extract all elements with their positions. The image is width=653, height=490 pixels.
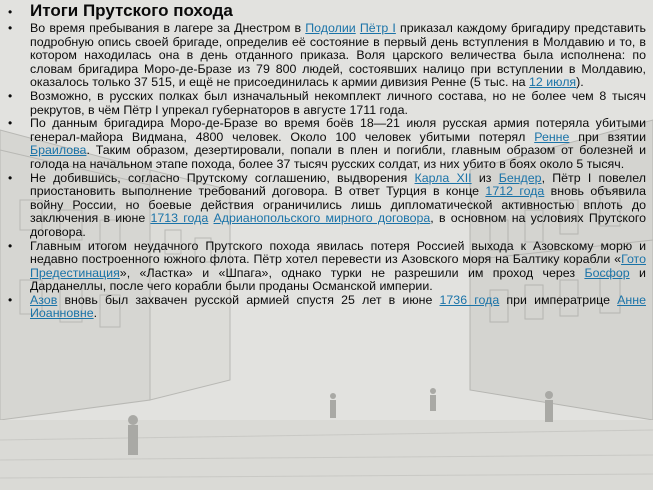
hyperlink[interactable]: 1736 года bbox=[439, 292, 500, 307]
bullet-marker: • bbox=[8, 21, 13, 35]
hyperlink[interactable]: 1713 года bbox=[150, 211, 209, 226]
text-run: ). bbox=[576, 75, 584, 90]
paragraph-text bbox=[30, 294, 646, 321]
text-run: приказал каждому бригадиру представить подробную опись своей бригаде, определив её состояние в первый день вступления в Молдавию и то, в котором находилась она в день отданного приказа. Воля царского величества была исполнена: по словам бригадира Моро-де-Бразе из 79 800 людей, состоявших налицо при вступлении в Молдавию, оказалось только 37 515, и ещё не присоединилась к армии дивизия Ренне (5 тыс. на bbox=[30, 21, 646, 90]
paragraph-text bbox=[30, 90, 646, 117]
hyperlink[interactable]: Браилова bbox=[30, 143, 87, 158]
paragraph-text bbox=[30, 117, 646, 171]
list-item bbox=[6, 172, 646, 240]
text-run: вновь был захвачен русской армией спустя 25 лет в июне bbox=[57, 292, 440, 307]
slide-content bbox=[6, 0, 646, 321]
slide-title-row bbox=[6, 0, 646, 22]
hyperlink[interactable]: Ренне bbox=[534, 129, 570, 144]
bullet-marker: • bbox=[8, 116, 13, 131]
text-run: при взятии bbox=[569, 129, 646, 144]
text-run: Главным итогом неудачного Прутского похода явилась потеря Россией выхода к Азовскому морю и недавно построенного южного флота. Пётр хотел перевести из Азовского моря на Балтику корабли « bbox=[30, 238, 646, 267]
paragraph-text bbox=[30, 22, 646, 90]
bullet-marker: • bbox=[8, 5, 13, 19]
hyperlink[interactable]: Подолии bbox=[305, 21, 356, 35]
hyperlink[interactable]: Адрианопольского мирного договора bbox=[213, 211, 431, 226]
list-item bbox=[6, 22, 646, 90]
text-run: . bbox=[93, 306, 98, 321]
hyperlink[interactable]: Босфор bbox=[584, 265, 630, 280]
paragraph-text bbox=[30, 240, 646, 294]
hyperlink[interactable]: Гото Предестинация bbox=[30, 252, 646, 280]
hyperlink[interactable]: 1712 года bbox=[485, 184, 545, 199]
text-run: », «Ластка» и «Шпага», однако турки не разрешили им проход через bbox=[119, 265, 585, 280]
bullet-list bbox=[6, 22, 646, 321]
text-run: и Дарданеллы, после чего корабли были проданы Османской империи. bbox=[30, 265, 646, 294]
hyperlink[interactable]: Карла XII bbox=[414, 170, 472, 185]
slide-title: Итоги Прутского похода bbox=[30, 1, 233, 20]
paragraph-text bbox=[30, 172, 646, 240]
hyperlink[interactable]: Азов bbox=[30, 292, 58, 307]
text-run: , в основном на условиях Прутского договора. bbox=[30, 211, 646, 239]
hyperlink[interactable]: 12 июля bbox=[529, 75, 577, 90]
text-run: из bbox=[471, 170, 499, 185]
hyperlink[interactable]: Анне Иоанновне bbox=[30, 292, 646, 321]
text-run: , Пётр I повелел приостановить выполнение требований договора. В ответ Турция в конце bbox=[30, 170, 646, 199]
hyperlink[interactable]: Пётр I bbox=[359, 21, 396, 35]
text-run: при императрице bbox=[499, 292, 618, 307]
bullet-marker: • bbox=[8, 170, 13, 185]
hyperlink[interactable]: Бендер bbox=[498, 170, 542, 185]
list-item bbox=[6, 90, 646, 117]
text-run: По данным бригадира Моро-де-Бразе во время боёв 18—21 июля русская армия потеряла убитыми генерал-майора Видмана, 4800 человек. Около 100 человек убитыми потерял bbox=[30, 116, 646, 144]
bullet-marker: • bbox=[8, 88, 13, 103]
bullet-marker: • bbox=[8, 238, 13, 253]
text-run: вновь объявила войну России, но боевые действия ограничились лишь дипломатической активностью вплоть до заключения в июне bbox=[30, 184, 646, 226]
list-item bbox=[6, 240, 646, 294]
bullet-marker: • bbox=[8, 292, 13, 307]
text-run: Возможно, в русских полках был изначальный некомплект личного состава, но не более чем 8 тысяч рекрутов, в чём Пётр I упрекал губернаторов в августе 1711 года. bbox=[30, 88, 646, 117]
list-item bbox=[6, 117, 646, 171]
list-item bbox=[6, 294, 646, 321]
text-run: . Таким образом, дезертировали, попали в плен и погибли, главным образом от болезней и голода на начальном этапе похода, более 37 тысяч русских солдат, из них убито в боях около 5 тысяч. bbox=[30, 143, 646, 171]
text-run: Не добившись, согласно Прутскому соглашению, выдворения bbox=[30, 170, 415, 185]
text-run: Во время пребывания в лагере за Днестром в bbox=[30, 21, 306, 35]
